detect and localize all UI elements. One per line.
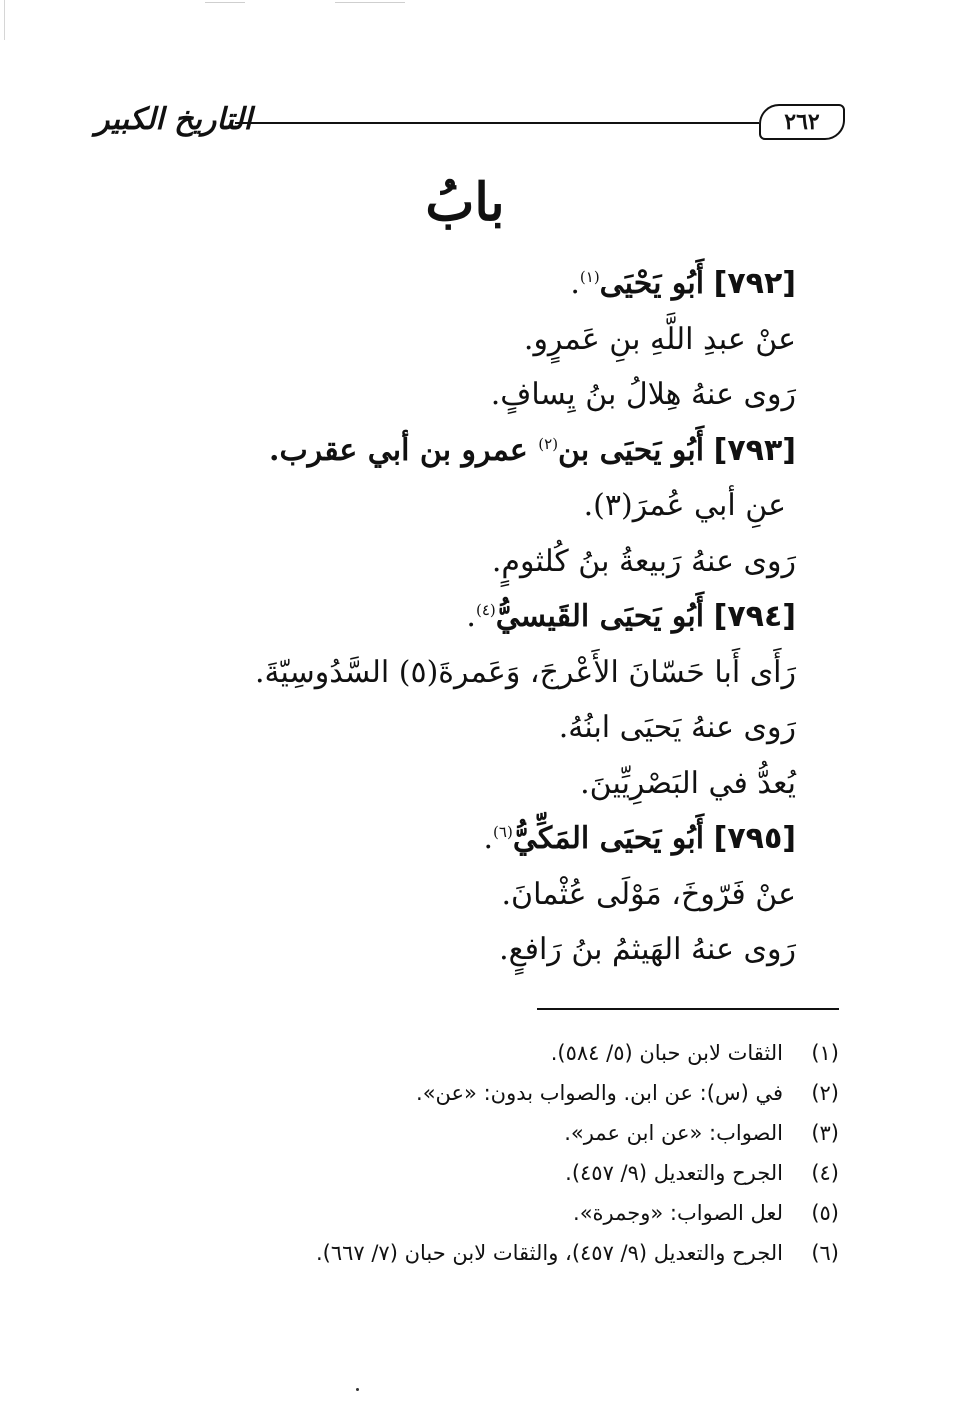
chapter-heading: بابُ xyxy=(425,172,505,233)
entry-name: أَبُو يَحيَى القَيسيُّ xyxy=(495,599,705,634)
entry-rest: . xyxy=(570,266,580,301)
footnotes xyxy=(219,1033,839,1273)
body-text xyxy=(176,256,796,978)
footnote-number: (٤) xyxy=(811,1161,839,1185)
footnote xyxy=(219,1033,839,1073)
header-rule xyxy=(235,122,759,124)
entry-line: عنِ أبي عُمرَ(٣). xyxy=(583,488,786,523)
footnote-ref: (٢) xyxy=(538,434,559,453)
entry-rest: . xyxy=(483,821,494,856)
footnote-text: الجرح والتعديل (٩/ ٤٥٧). xyxy=(565,1161,783,1185)
entry-name: أَبُو يَحيَى المَكِّيُّ xyxy=(512,821,705,856)
entry-name: أَبُو يَحْيَى xyxy=(599,266,705,301)
footnote-text: الجرح والتعديل (٩/ ٤٥٧)، والثقات لابن حبان (٧/ ٦٦٧). xyxy=(315,1241,783,1265)
footnote-ref: (١) xyxy=(579,268,600,286)
entry-heading xyxy=(176,811,796,867)
footnote-text: الثقات لابن حبان (٥/ ٥٨٤). xyxy=(550,1041,783,1065)
entry-line: رَوى عنهُ رَبيعةُ بنُ كُلثومٍ. xyxy=(491,543,796,579)
footnote-ref: (٤) xyxy=(475,601,496,619)
entry-heading xyxy=(176,589,796,645)
entry-name: أَبُو يَحيَى بن xyxy=(558,432,705,468)
footnote-number: (٢) xyxy=(811,1081,839,1105)
footnote-rule xyxy=(537,1008,839,1010)
footnote xyxy=(219,1113,839,1153)
running-header xyxy=(95,98,845,148)
footnote-number: (٦) xyxy=(811,1241,839,1265)
footnote-ref: (٦) xyxy=(493,823,513,841)
scan-speck xyxy=(356,1388,359,1391)
footnote-number: (١) xyxy=(811,1041,839,1065)
scan-mark xyxy=(205,2,245,3)
footnote xyxy=(219,1193,839,1233)
footnote xyxy=(219,1153,839,1193)
entry-rest: . xyxy=(466,599,476,634)
entry-rest: عمرو بن أبي عقرب. xyxy=(269,432,539,468)
entry-line: عنْ عبدِ اللَّهِ بنِ عَمرٍو. xyxy=(523,321,796,357)
footnote-text: الصواب: «عن ابن عمر». xyxy=(564,1121,783,1145)
scan-mark xyxy=(335,2,405,3)
footnote xyxy=(219,1233,839,1273)
entry-line: عنْ فَرّوخَ، مَوْلَى عُثْمانَ. xyxy=(501,876,796,912)
entry-number: [٧٩٢] xyxy=(713,266,796,301)
footnote-number: (٣) xyxy=(811,1121,839,1145)
entry-line: رَأَى أَبا حَسّانَ الأَعْرجَ، وَعَمرةَ(٥) السَّدُوسِيّةَ. xyxy=(254,654,796,690)
footnote-text: في (س): عن ابن. والصواب بدون: «عن». xyxy=(416,1081,783,1105)
entry-line: رَوى عنهُ هِلالُ بنُ يِسافٍ. xyxy=(490,377,796,412)
footnote xyxy=(219,1073,839,1113)
page-number-badge xyxy=(759,104,845,140)
entry-number: [٧٩٥] xyxy=(713,821,796,856)
entry-number: [٧٩٣] xyxy=(713,432,796,468)
entry-line: رَوى عنهُ يَحيَى ابنُهُ. xyxy=(558,710,796,745)
entry-number: [٧٩٤] xyxy=(713,599,796,634)
footnote-number: (٥) xyxy=(811,1201,839,1225)
footnote-text: لعل الصواب: «وجمرة». xyxy=(573,1201,783,1225)
entry-heading xyxy=(176,256,796,312)
entry-heading xyxy=(176,423,796,479)
page-number: ٢٦٢ xyxy=(784,109,820,135)
entry-line: يُعدُّ في البَصْرِيِّينَ. xyxy=(580,765,796,801)
book-title: التاريخ الكبير xyxy=(95,102,253,137)
entry-line: رَوى عنهُ الهَيثمُ بنُ رَافعٍ. xyxy=(499,932,796,967)
scan-edge xyxy=(4,0,5,40)
